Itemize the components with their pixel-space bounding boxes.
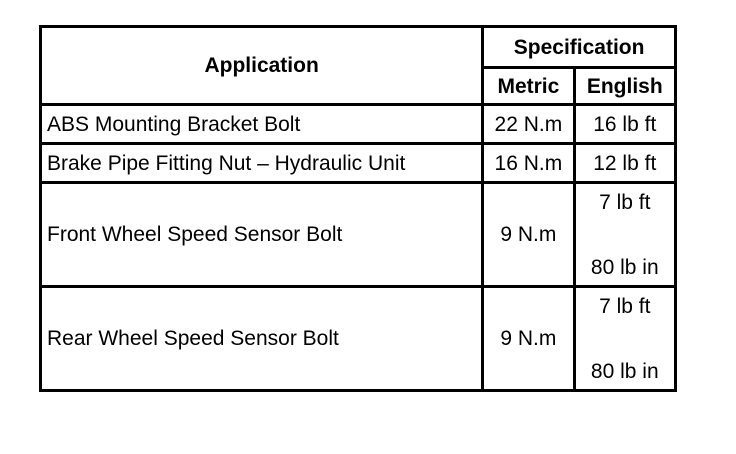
application-cell: Front Wheel Speed Sensor Bolt — [41, 183, 483, 287]
english-cell — [574, 287, 675, 391]
english-header: English — [574, 68, 675, 105]
metric-cell: 16 N.m — [483, 144, 574, 183]
table-row — [41, 105, 676, 144]
application-cell: Brake Pipe Fitting Nut – Hydraulic Unit — [41, 144, 483, 183]
table-row — [41, 183, 676, 287]
metric-cell: 22 N.m — [483, 105, 574, 144]
application-cell: Rear Wheel Speed Sensor Bolt — [41, 287, 483, 391]
metric-header: Metric — [483, 68, 574, 105]
english-cell: 16 lb ft — [574, 105, 675, 144]
english-cell: 12 lb ft — [574, 144, 675, 183]
english-value-lb-in: 80 lb in — [590, 359, 659, 383]
table-row — [41, 144, 676, 183]
english-value-lb-in: 80 lb in — [590, 255, 659, 279]
metric-cell: 9 N.m — [483, 183, 574, 287]
specification-header: Specification — [483, 27, 676, 68]
metric-cell: 9 N.m — [483, 287, 574, 391]
table-row — [41, 287, 676, 391]
english-value-lb-ft: 7 lb ft — [599, 294, 651, 318]
english-cell — [574, 183, 675, 287]
english-value-lb-ft: 7 lb ft — [599, 190, 651, 214]
application-header: Application — [41, 27, 483, 105]
application-cell: ABS Mounting Bracket Bolt — [41, 105, 483, 144]
header-row-top — [41, 27, 676, 68]
torque-specification-table — [39, 25, 677, 392]
